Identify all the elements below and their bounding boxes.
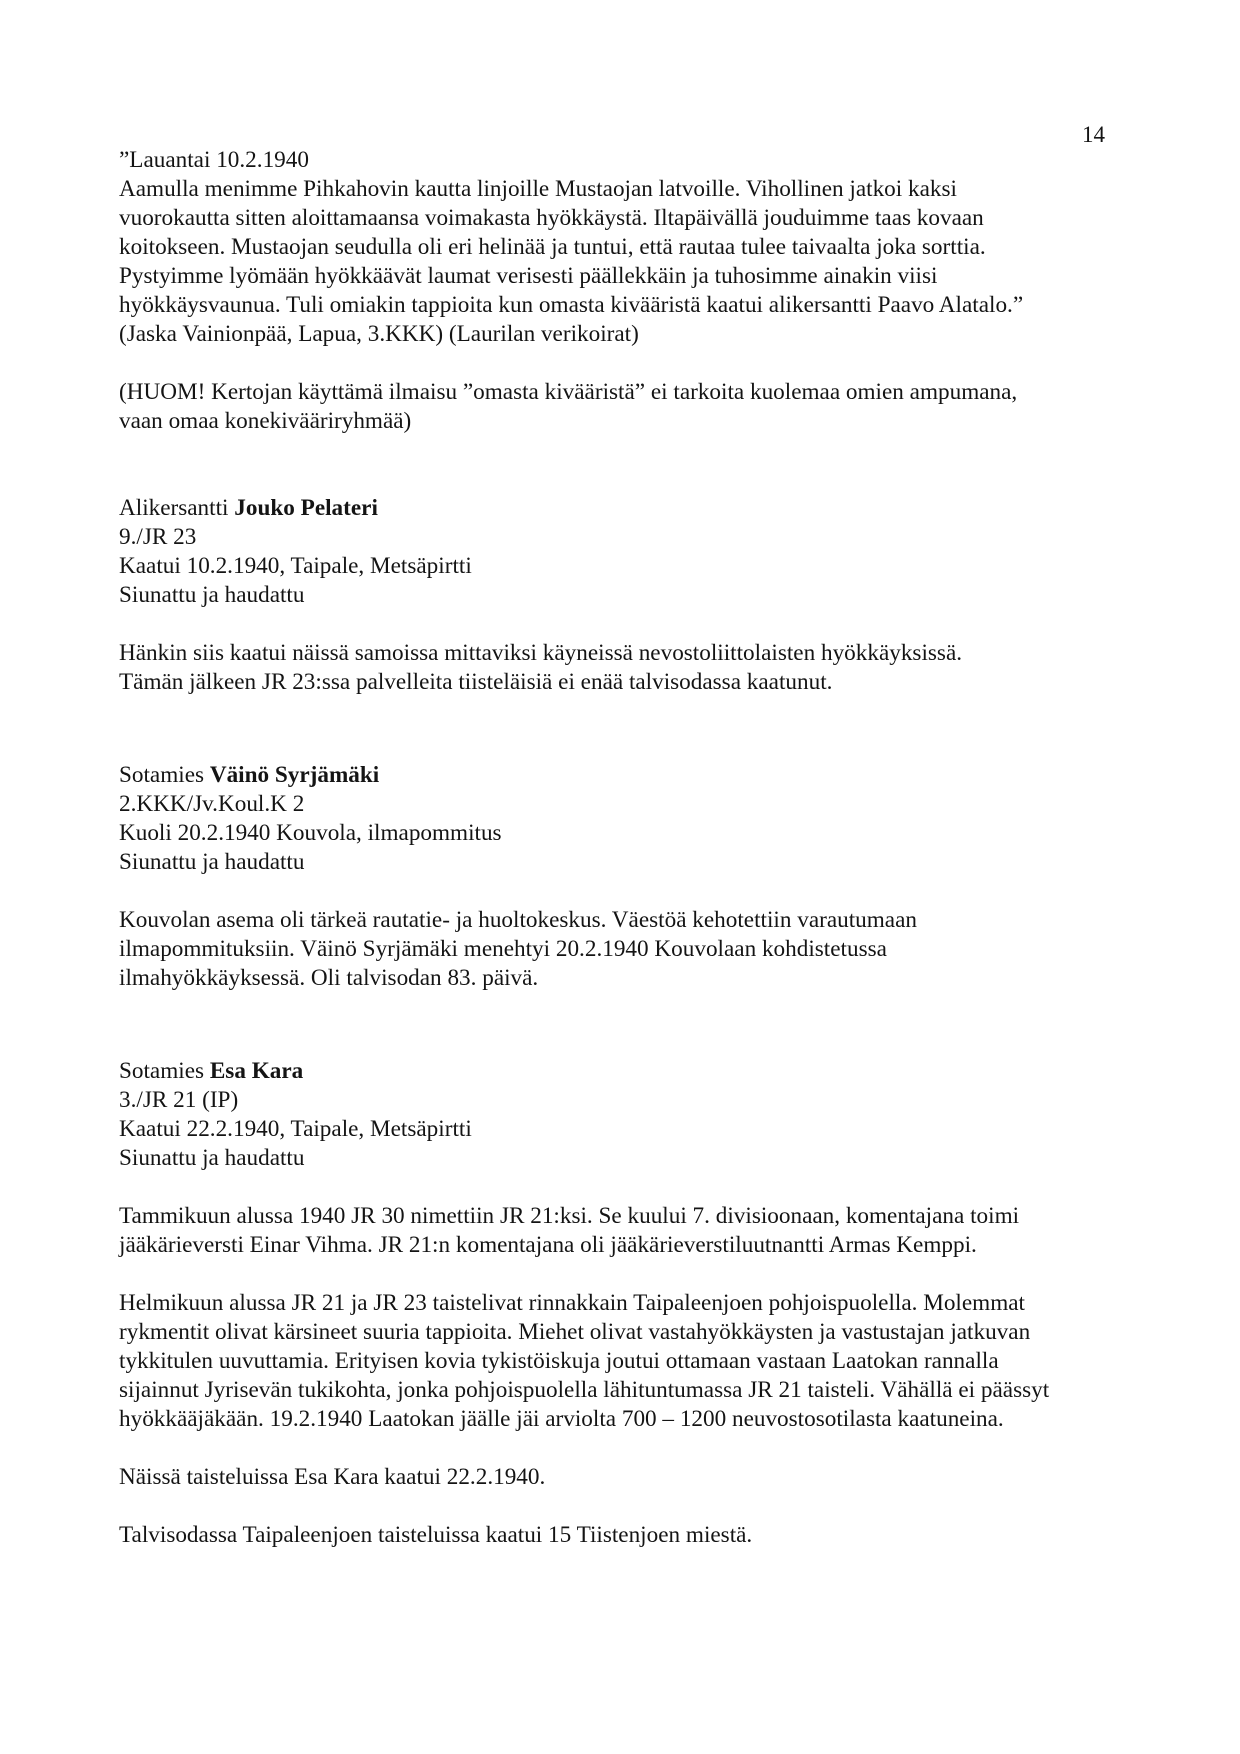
description-line: hyökkääjäkään. 19.2.1940 Laatokan jäälle jäi arviolta 700 – 1200 neuvostosotilasta kaatuneina. xyxy=(119,1406,1004,1432)
person-death: Kaatui 10.2.1940, Taipale, Metsäpirtti xyxy=(119,553,472,579)
person-burial: Siunattu ja haudattu xyxy=(119,582,305,608)
person-rank: Sotamies xyxy=(119,762,210,788)
person-rank: Sotamies xyxy=(119,1058,210,1084)
person-name: Jouko Pelateri xyxy=(234,495,378,521)
person-unit: 9./JR 23 xyxy=(119,524,197,550)
person-description xyxy=(119,1289,1139,1434)
description-line: Tämän jälkeen JR 23:ssa palvelleita tiisteläisiä ei enää talvisodassa kaatunut. xyxy=(119,669,833,695)
description-line: ilmahyökkäyksessä. Oli talvisodan 83. päivä. xyxy=(119,965,539,991)
quote-line: ”Lauantai 10.2.1940 xyxy=(119,147,309,173)
description-line: tykkitulen uuvuttamia. Erityisen kovia tykistöiskuja joutui ottamaan vastaan Laatokan rannalla xyxy=(119,1348,999,1374)
closing-paragraph xyxy=(119,1521,1139,1550)
person-entry xyxy=(119,1057,1139,1173)
person-heading xyxy=(119,1057,1139,1086)
note-line: (HUOM! Kertojan käyttämä ilmaisu ”omasta kivääristä” ei tarkoita kuolemaa omien ampumana, xyxy=(119,379,1018,405)
quote-line: koitokseen. Mustaojan seudulla oli eri helinää ja tuntui, että rautaa tulee taivaalta joka sorttia. xyxy=(119,234,986,260)
quote-source: (Jaska Vainionpää, Lapua, 3.KKK) (Laurilan verikoirat) xyxy=(119,321,639,347)
person-description xyxy=(119,1202,1139,1260)
document-body xyxy=(119,146,1139,1550)
quote-line: Aamulla menimme Pihkahovin kautta linjoille Mustaojan latvoille. Vihollinen jatkoi kaksi xyxy=(119,176,957,202)
person-description xyxy=(119,1463,1139,1492)
person-entry xyxy=(119,494,1139,610)
person-unit: 3./JR 21 (IP) xyxy=(119,1087,239,1113)
page-number: 14 xyxy=(1082,122,1105,147)
description-line: Helmikuun alussa JR 21 ja JR 23 taistelivat rinnakkain Taipaleenjoen pohjoispuolella. Molemmat xyxy=(119,1290,1025,1316)
description-line: ilmapommituksiin. Väinö Syrjämäki menehtyi 20.2.1940 Kouvolaan kohdistetussa xyxy=(119,936,887,962)
quote-line: Pystyimme lyömään hyökkäävät laumat verisesti päällekkäin ja tuhosimme ainakin viisi xyxy=(119,263,938,289)
quote-line: hyökkäysvaunua. Tuli omiakin tappioita kun omasta kivääristä kaatui alikersantti Paavo Alatalo.” xyxy=(119,292,1024,318)
quote-line: vuorokautta sitten aloittamaansa voimakasta hyökkäystä. Iltapäivällä jouduimme taas kovaan xyxy=(119,205,984,231)
note-line: vaan omaa konekivääriryhmää) xyxy=(119,408,412,434)
person-name: Väinö Syrjämäki xyxy=(209,762,380,788)
person-description xyxy=(119,906,1139,993)
person-unit: 2.KKK/Jv.Koul.K 2 xyxy=(119,791,305,817)
person-entry xyxy=(119,761,1139,877)
description-line: rykmentit olivat kärsineet suuria tappioita. Miehet olivat vastahyökkäysten ja vastustajan jatkuvan xyxy=(119,1319,1031,1345)
person-death: Kuoli 20.2.1940 Kouvola, ilmapommitus xyxy=(119,820,502,846)
person-burial: Siunattu ja haudattu xyxy=(119,1145,305,1171)
description-line: Kouvolan asema oli tärkeä rautatie- ja huoltokeskus. Väestöä kehotettiin varautumaan xyxy=(119,907,917,933)
person-burial: Siunattu ja haudattu xyxy=(119,849,305,875)
quote-paragraph xyxy=(119,146,1139,349)
description-line: Talvisodassa Taipaleenjoen taisteluissa kaatui 15 Tiistenjoen miestä. xyxy=(119,1522,753,1548)
description-line: jääkärieversti Einar Vihma. JR 21:n komentajana oli jääkärieverstiluutnantti Armas Kemppi. xyxy=(119,1232,977,1258)
description-line: Näissä taisteluissa Esa Kara kaatui 22.2.1940. xyxy=(119,1464,546,1490)
note-paragraph xyxy=(119,378,1139,436)
description-line: Tammikuun alussa 1940 JR 30 nimettiin JR 21:ksi. Se kuului 7. divisioonaan, komentajana toimi xyxy=(119,1203,1020,1229)
person-rank: Alikersantti xyxy=(119,495,235,521)
person-heading xyxy=(119,761,1139,790)
description-line: Hänkin siis kaatui näissä samoissa mittaviksi käyneissä nevostoliittolaisten hyökkäyksissä. xyxy=(119,640,963,666)
person-heading xyxy=(119,494,1139,523)
person-description xyxy=(119,639,1139,697)
description-line: sijainnut Jyrisevän tukikohta, jonka pohjoispuolella lähituntumassa JR 21 taisteli. Vähällä ei päässyt xyxy=(119,1377,1050,1403)
person-death: Kaatui 22.2.1940, Taipale, Metsäpirtti xyxy=(119,1116,472,1142)
person-name: Esa Kara xyxy=(209,1058,304,1084)
